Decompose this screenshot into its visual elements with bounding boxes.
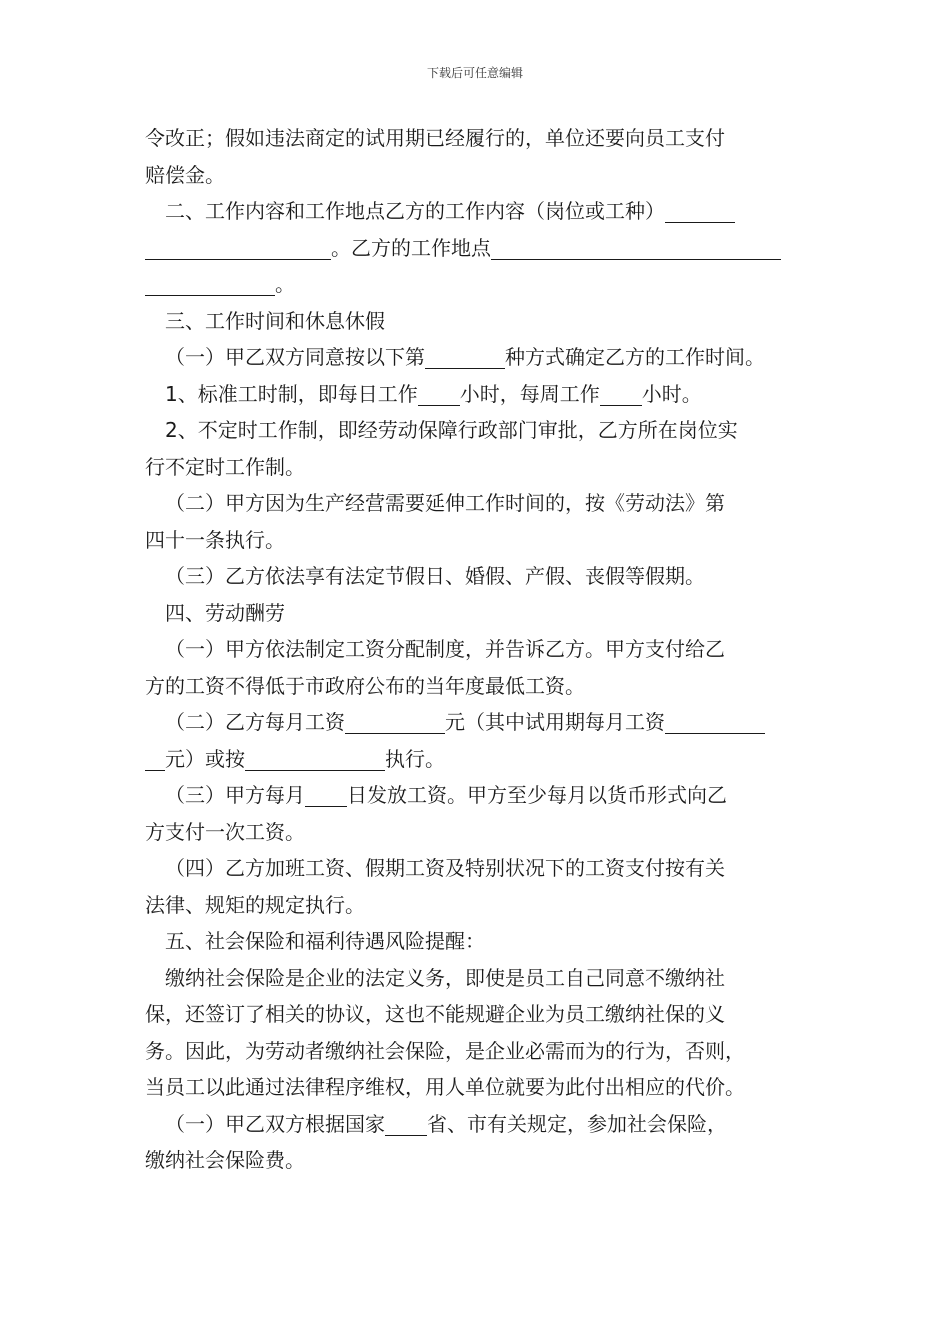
social-insurance-line bbox=[145, 1106, 815, 1143]
paragraph-line: 缴纳社会保险是企业的法定义务，即使是员工自己同意不缴纳社 bbox=[165, 965, 725, 990]
text-segment: （一）甲乙双方根据国家 bbox=[165, 1111, 385, 1136]
blank-field[interactable] bbox=[245, 748, 385, 771]
text-segment: 小时。 bbox=[641, 381, 702, 406]
text-segment: 执行。 bbox=[385, 746, 445, 771]
paragraph-line: （二）甲方因为生产经营需要延伸工作时间的，按《劳动法》第 bbox=[165, 491, 725, 515]
blank-field[interactable] bbox=[145, 273, 275, 296]
paragraph-line: 赔偿金。 bbox=[145, 162, 225, 187]
text-segment: 元（其中试用期每月工资 bbox=[445, 710, 665, 734]
section-five-heading: 五、社会保险和福利待遇风险提醒： bbox=[165, 929, 485, 953]
paragraph-line: 方支付一次工资。 bbox=[145, 819, 305, 844]
blank-field[interactable] bbox=[600, 383, 642, 406]
work-time-method-line bbox=[145, 339, 815, 376]
paragraph-line: （一）甲方依法制定工资分配制度，并告诉乙方。甲方支付给乙 bbox=[165, 637, 725, 661]
blank-line bbox=[145, 266, 815, 303]
paragraph-line: 当员工以此通过法律程序维权，用人单位就要为此付出相应的代价。 bbox=[145, 1075, 745, 1099]
paragraph-line: 务。因此，为劳动者缴纳社会保险，是企业必需而为的行为，否则， bbox=[145, 1038, 745, 1063]
period-text: 。 bbox=[275, 272, 295, 296]
blank-field[interactable] bbox=[665, 711, 765, 734]
paragraph-line: 行不定时工作制。 bbox=[145, 454, 305, 479]
text-segment: （三）甲方每月 bbox=[165, 783, 305, 807]
text-segment: 种方式确定乙方的工作时间。 bbox=[505, 345, 765, 369]
standard-hours-line bbox=[145, 376, 815, 413]
paragraph-line: 令改正；假如违法商定的试用期已经履行的，单位还要向员工支付 bbox=[145, 126, 725, 150]
blank-field[interactable] bbox=[418, 383, 460, 406]
text-segment: 小时，每周工作 bbox=[459, 381, 600, 406]
work-location-line bbox=[145, 230, 815, 267]
wage-basis-line bbox=[145, 741, 815, 778]
paragraph-line: 缴纳社会保险费。 bbox=[145, 1148, 305, 1172]
work-location-label: 。乙方的工作地点 bbox=[331, 235, 491, 260]
blank-field[interactable] bbox=[491, 237, 781, 260]
pay-day-line bbox=[145, 777, 815, 814]
text-segment: 日发放工资。甲方至少每月以货币形式向乙 bbox=[347, 783, 727, 807]
paragraph-line: 保，还签订了相关的协议，这也不能规避企业为员工缴纳社保的义 bbox=[145, 1002, 725, 1026]
blank-field[interactable] bbox=[145, 237, 331, 260]
text-segment: 元）或按 bbox=[165, 746, 245, 771]
section-three-heading: 三、工作时间和休息休假 bbox=[165, 308, 385, 333]
paragraph-line: 2、不定时工作制，即经劳动保障行政部门审批，乙方所在岗位实 bbox=[165, 418, 738, 442]
section-two-line bbox=[145, 193, 815, 230]
text-segment: 1、标准工时制，即每日工作 bbox=[165, 381, 418, 406]
text-segment: （一）甲乙双方同意按以下第 bbox=[165, 345, 425, 369]
paragraph-line: （三）乙方依法享有法定节假日、婚假、产假、丧假等假期。 bbox=[165, 564, 705, 588]
paragraph-line: （四）乙方加班工资、假期工资及特别状况下的工资支付按有关 bbox=[165, 856, 725, 880]
section-two-heading: 二、工作内容和工作地点乙方的工作内容（岗位或工种） bbox=[165, 199, 665, 223]
paragraph-line: 方的工资不得低于市政府公布的当年度最低工资。 bbox=[145, 673, 585, 698]
page-header: 下载后可任意编辑 bbox=[426, 66, 523, 80]
text-segment: （二）乙方每月工资 bbox=[165, 710, 345, 734]
document-body bbox=[145, 120, 815, 1179]
blank-field[interactable] bbox=[305, 784, 347, 807]
text-segment: 省、市有关规定，参加社会保险， bbox=[427, 1111, 727, 1136]
blank-field[interactable] bbox=[385, 1113, 427, 1136]
monthly-wage-line bbox=[145, 704, 815, 741]
paragraph-line: 法律、规矩的规定执行。 bbox=[145, 892, 365, 917]
blank-field[interactable] bbox=[425, 346, 505, 369]
blank-field[interactable] bbox=[145, 748, 165, 771]
section-four-heading: 四、劳动酬劳 bbox=[165, 600, 285, 625]
blank-field[interactable] bbox=[345, 711, 445, 734]
blank-field[interactable] bbox=[665, 200, 735, 223]
paragraph-line: 四十一条执行。 bbox=[145, 527, 285, 552]
